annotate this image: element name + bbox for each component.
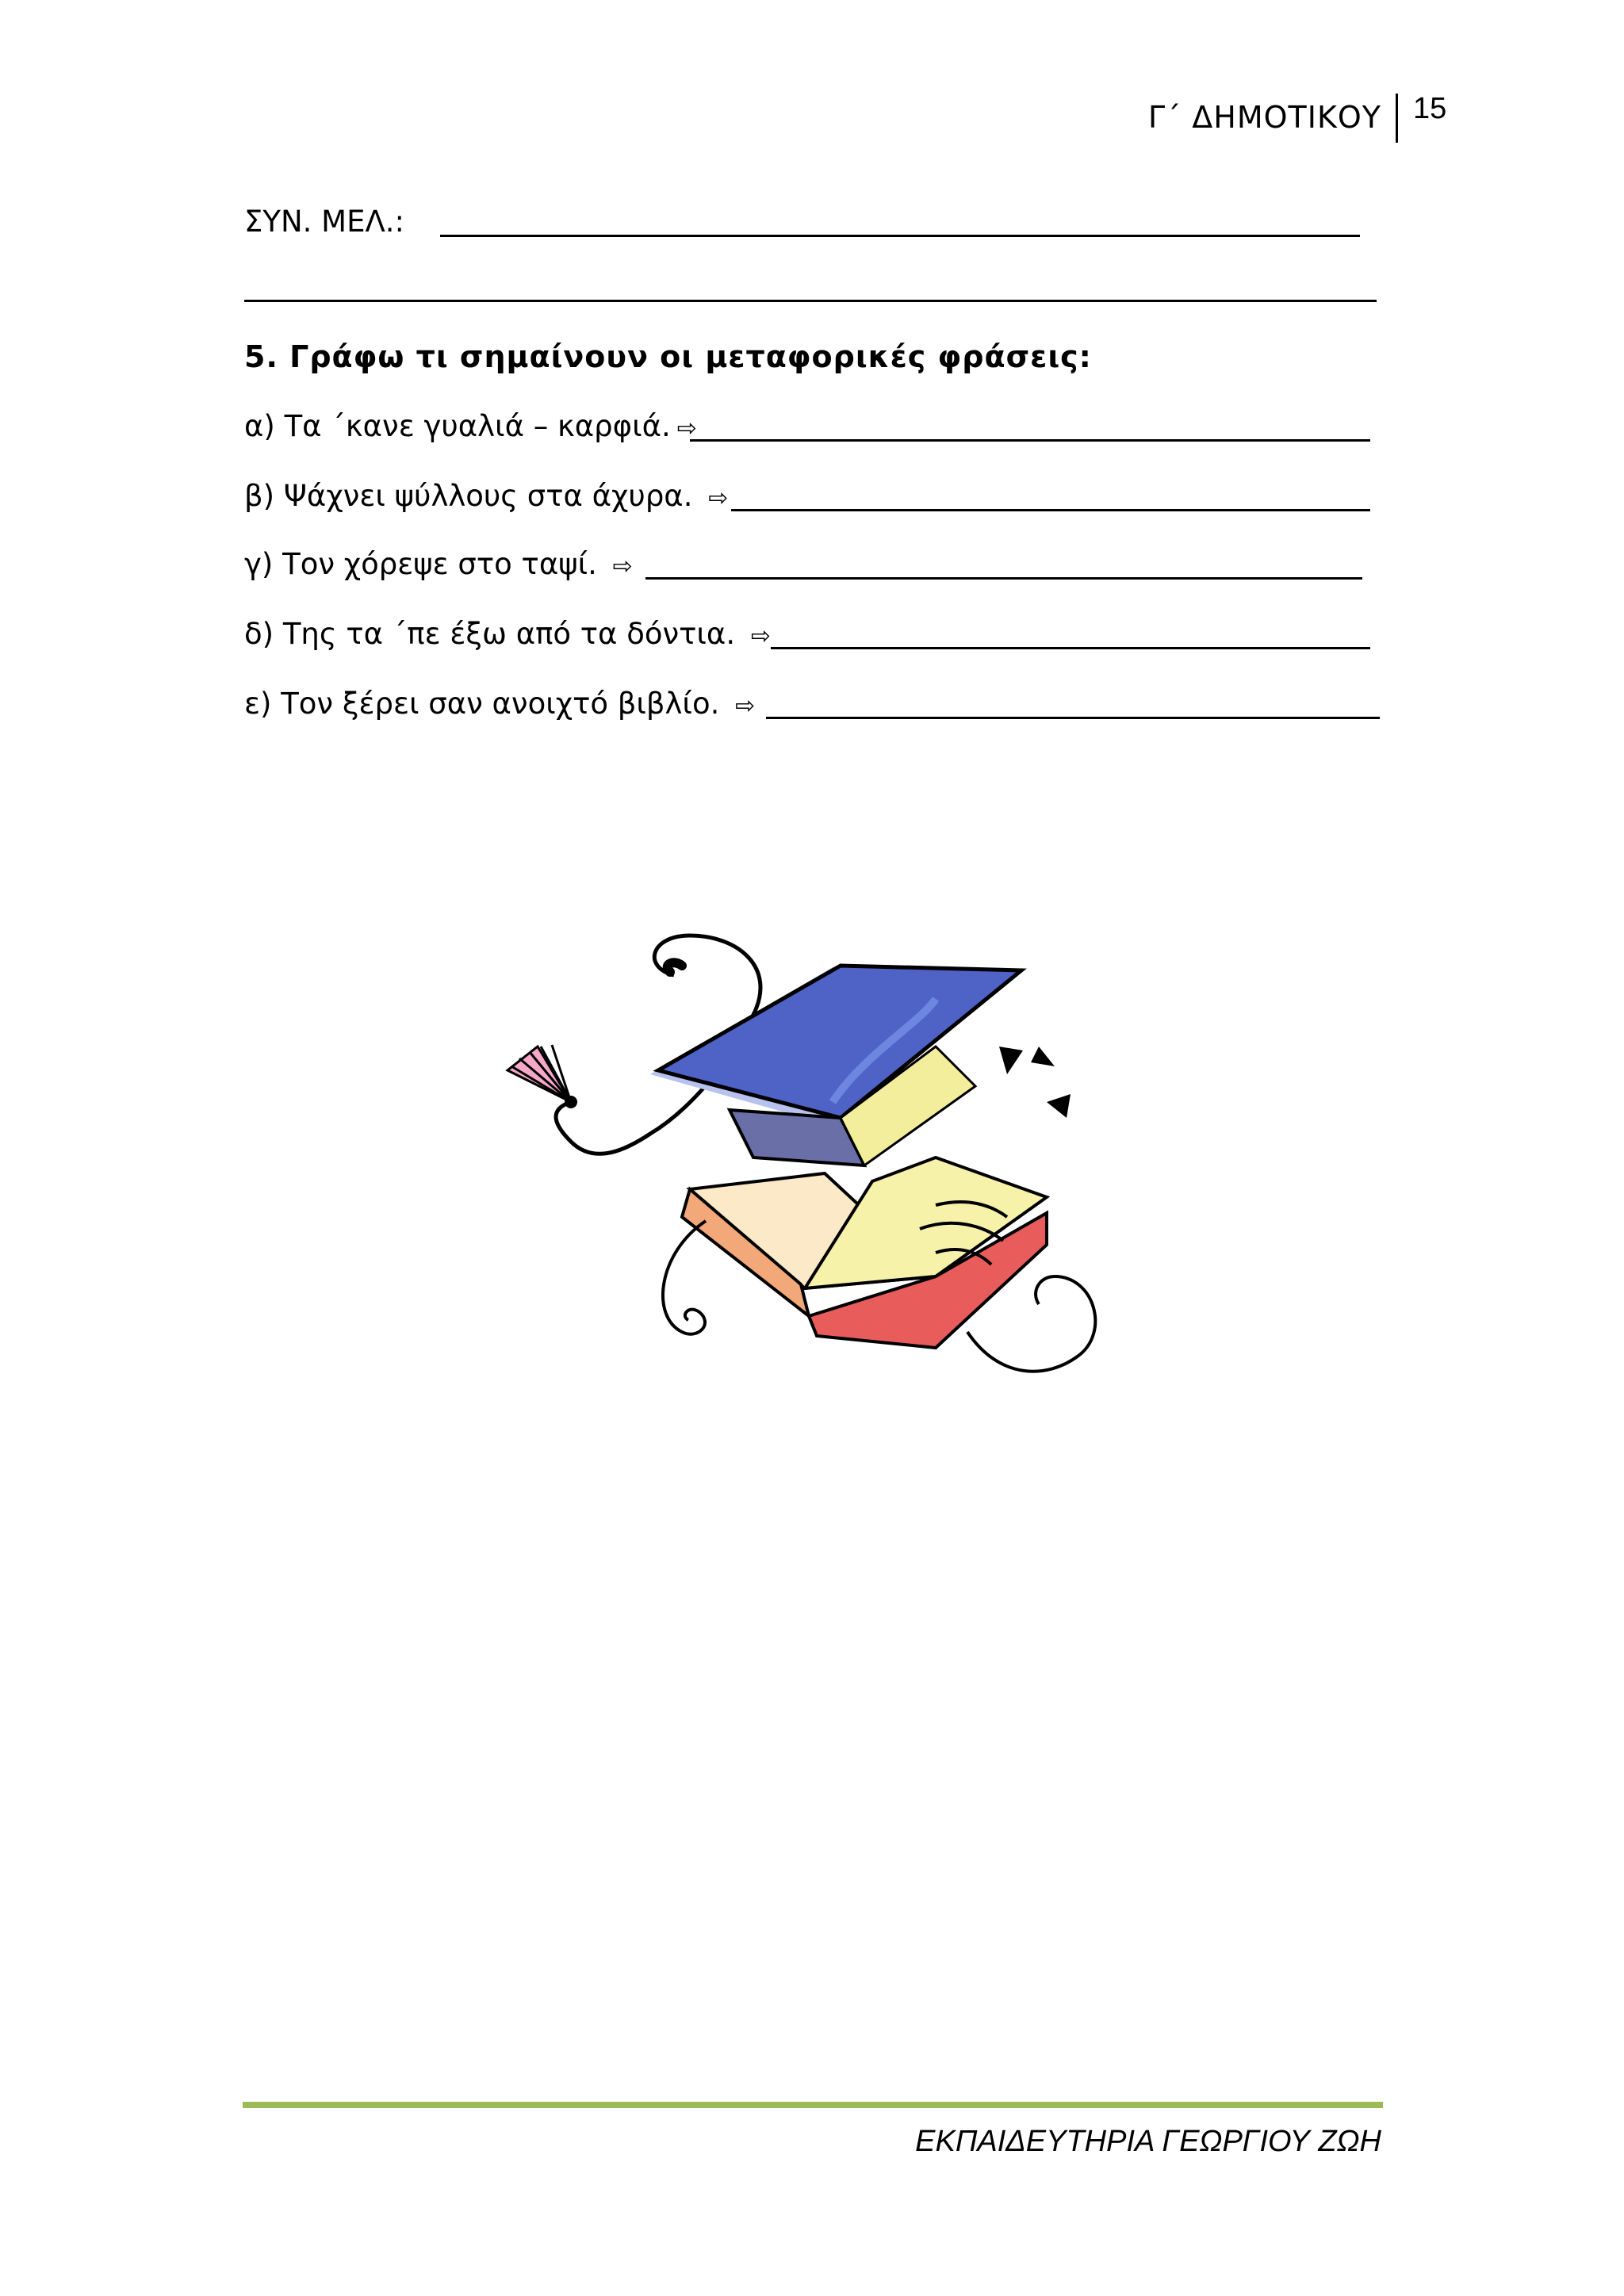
exercise-heading: 5. Γράφω τι σημαίνουν οι μεταφορικές φράσεις: (244, 339, 1092, 374)
header-title: Γ΄ ΔΗΜΟΤΙΚΟΥ (1148, 100, 1381, 135)
syn-mel-label: ΣΥΝ. ΜΕΛ.: (244, 205, 405, 239)
item-c-text: γ) Τον χόρεψε στο ταψί. (244, 547, 597, 581)
arrow-right-icon: ⇨ (612, 553, 633, 580)
answer-line-a[interactable] (690, 439, 1370, 442)
arrow-right-icon: ⇨ (735, 692, 756, 720)
answer-line-c[interactable] (645, 577, 1362, 580)
item-d-text: δ) Της τα ΄πε έξω από τα δόντια. (244, 617, 736, 651)
answer-line-b[interactable] (731, 509, 1370, 511)
footer-author: ΕΚΠΑΙΔΕΥΤΗΡΙΑ ΓΕΩΡΓΙΟΥ ΖΩΗ (915, 2125, 1381, 2158)
footer-divider (243, 2102, 1383, 2108)
item-e-text: ε) Τον ξέρει σαν ανοιχτό βιβλίο. (244, 687, 720, 721)
arrow-right-icon: ⇨ (676, 415, 697, 442)
answer-line-d[interactable] (771, 647, 1370, 649)
page-header (0, 94, 1624, 149)
answer-line-e[interactable] (766, 717, 1380, 719)
graduation-cap-book-illustration (492, 904, 1126, 1411)
open-book-icon (682, 1158, 1047, 1348)
item-a-text: α) Τα ΄κανε γυαλιά – καρφιά. (244, 409, 671, 443)
exercise-item-c (244, 547, 633, 581)
syn-mel-answer-line-2[interactable] (244, 300, 1377, 302)
arrow-right-icon: ⇨ (708, 484, 729, 512)
item-b-text: β) Ψάχνει ψύλλους στα άχυρα. (244, 479, 693, 513)
exercise-item-d (244, 617, 771, 651)
exercise-item-a (244, 409, 697, 443)
exercise-item-e (244, 687, 755, 721)
syn-mel-answer-line[interactable] (440, 235, 1360, 237)
graduation-cap-icon (650, 966, 1023, 1165)
tassel-icon (508, 1045, 577, 1108)
header-separator (1396, 94, 1398, 143)
page-number: 15 (1413, 92, 1447, 125)
arrow-right-icon: ⇨ (750, 622, 771, 650)
exercise-item-b (244, 479, 728, 513)
